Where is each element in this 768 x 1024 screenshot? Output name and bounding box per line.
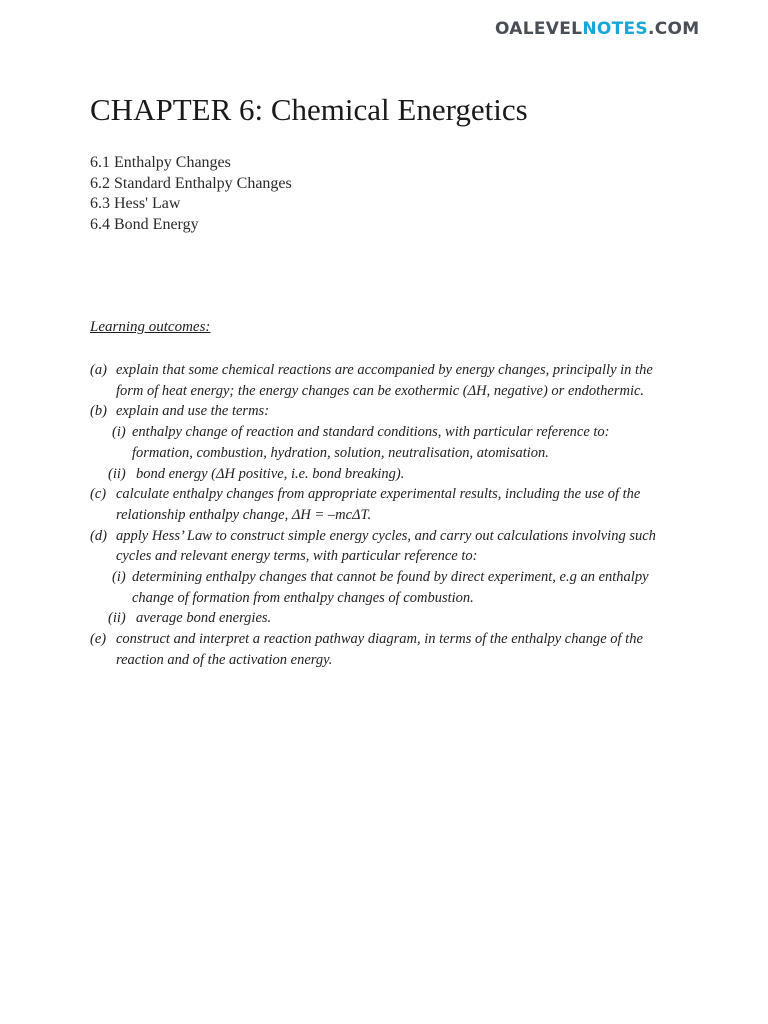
logo-text-notes: NOTES xyxy=(582,19,648,39)
outcome-marker: (b) xyxy=(90,403,107,420)
outcome-marker: (c) xyxy=(90,486,107,503)
outcome-text-line: enthalpy change of reaction and standard conditions, with particular reference to: xyxy=(132,424,610,441)
site-logo[interactable] xyxy=(495,19,699,39)
outcome-d-ii xyxy=(90,608,690,629)
logo-text-com: .COM xyxy=(647,19,700,39)
outcome-c xyxy=(90,484,690,525)
learning-outcomes-list xyxy=(90,360,690,671)
outcome-text-line: formation, combustion, hydration, solution, neutralisation, atomisation. xyxy=(132,444,549,461)
sub-outcome-marker: (i) xyxy=(112,424,126,441)
outcome-b-i xyxy=(90,422,690,463)
outcome-text-line: construct and interpret a reaction pathway diagram, in terms of the enthalpy change of the xyxy=(116,631,643,648)
outcome-a xyxy=(90,360,690,401)
toc-item: 6.1 Enthalpy Changes xyxy=(90,154,231,171)
outcome-text-line: change of formation from enthalpy changes of combustion. xyxy=(132,589,474,606)
outcome-text-line: explain and use the terms: xyxy=(116,403,270,420)
outcome-text-line: bond energy (ΔH positive, i.e. bond breaking). xyxy=(136,465,405,482)
toc-item: 6.2 Standard Enthalpy Changes xyxy=(90,174,292,192)
outcome-text-line: apply Hess’ Law to construct simple energy cycles, and carry out calculations involving such xyxy=(116,527,656,544)
outcome-text-line: form of heat energy; the energy changes can be exothermic (ΔH, negative) or endothermic. xyxy=(116,382,645,399)
sub-outcome-marker: (i) xyxy=(112,569,126,586)
outcome-text-line: reaction and of the activation energy. xyxy=(116,651,333,668)
sub-outcome-marker: (ii) xyxy=(108,610,126,627)
outcome-text-line: calculate enthalpy changes from appropriate experimental results, including the use of the xyxy=(116,486,641,503)
outcome-text-line: explain that some chemical reactions are accompanied by energy changes, principally in the xyxy=(116,362,653,378)
outcome-marker: (a) xyxy=(90,362,107,378)
outcome-text-line: determining enthalpy changes that cannot be found by direct experiment, e.g an enthalpy xyxy=(132,569,649,586)
outcome-text-line: average bond energies. xyxy=(136,610,272,627)
outcome-text-line: cycles and relevant energy terms, with particular reference to: xyxy=(116,548,478,565)
outcome-d xyxy=(90,526,690,567)
toc-item: 6.4 Bond Energy xyxy=(90,216,199,234)
outcome-b xyxy=(90,401,690,422)
table-of-contents xyxy=(90,153,292,236)
outcome-text-line: relationship enthalpy change, ΔH = –mcΔT. xyxy=(116,506,372,523)
outcome-d-i xyxy=(90,567,690,608)
learning-outcomes-heading: Learning outcomes: xyxy=(90,319,211,335)
toc-item: 6.3 Hess' Law xyxy=(90,195,181,213)
outcome-marker: (d) xyxy=(90,527,107,544)
outcome-b-ii xyxy=(90,464,690,485)
logo-text-oalevel: OALEVEL xyxy=(495,19,583,39)
outcome-e xyxy=(90,629,690,670)
chapter-title: CHAPTER 6: Chemical Energetics xyxy=(90,92,528,127)
sub-outcome-marker: (ii) xyxy=(108,465,126,482)
outcome-marker: (e) xyxy=(90,631,107,648)
